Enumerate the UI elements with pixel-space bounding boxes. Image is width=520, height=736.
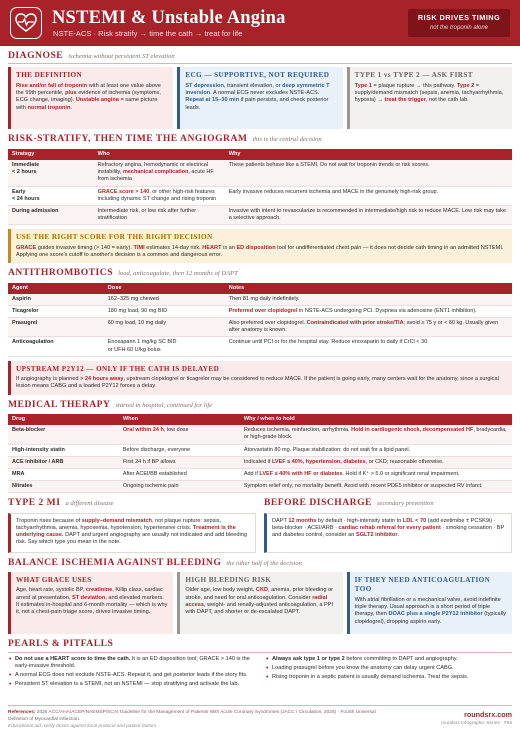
section-subheading: this is the central decision — [252, 136, 322, 144]
disclaimer: Educational aid; verify doses against local protocol and patient factors. — [8, 723, 158, 729]
list-item: • Always ask type 1 or type 2 before committing to DAPT and angiography. — [265, 656, 512, 663]
section-risk — [8, 133, 512, 145]
section-subheading: secondary prevention — [376, 500, 434, 508]
cell-agent: Anticoagulation — [8, 337, 104, 356]
cell-strategy: Immediate < 2 hours — [8, 160, 94, 186]
list-item: • Loading prasugrel before you know the anatomy can delay urgent CABG. — [265, 665, 512, 672]
cell-notes: Preferred over clopidogrel in NSTE-ACS undergoing PCI. Dyspnea via adenosine (ENT1 inhibition). — [225, 305, 512, 317]
cell-why: Early invasive reduces recurrent ischemia and MACE in the genuinely high-risk group. — [225, 186, 512, 205]
column-header: Strategy — [8, 149, 94, 160]
box-text: Type 1 = plaque rupture → this pathway. Type 2 = supply/demand mismatch (sepsis, anemia, tachyarrhythmia, hypoxia) → treat the trigger, not the cath lab. — [354, 82, 504, 104]
cell-why: These patients behave like a STEMI. Do not wait for troponin trends or risk scores. — [225, 160, 512, 186]
site-link[interactable]: roundsrx.com — [464, 710, 512, 720]
ecg-box — [177, 67, 342, 129]
box-title: IF THEY NEED ANTICOAGULATION TOO — [354, 576, 491, 594]
cell-notes: Also preferred over clopidogrel. Contraindicated with prior stroke/TIA; avoid ≥ 75 y or < 60 kg. Usually given after anatomy is known. — [225, 318, 512, 337]
list-item: • Do not use a HEART score to time the cath. It is an ED disposition tool; GRACE > 140 is the early-invasive threshold. — [8, 656, 255, 671]
column-header: Drug — [8, 414, 119, 425]
box-text: With atrial fibrillation or a mechanical valve, avoid indefinite triple therapy. Usual approach is a short period of triple therapy, then DOAC plus a single P2Y12 inhibitor (typically clopidogrel), dropping aspirin early. — [354, 596, 506, 625]
type2-discharge-row — [8, 493, 512, 552]
cell-drug: ACE inhibitor / ARB — [8, 456, 119, 468]
section-discharge — [264, 497, 512, 509]
cell-why: Symptom relief only, no mortality benefit. Avoid with recent PDE5 inhibitor or suspected RV infarct. — [240, 480, 512, 492]
cell-dose: 60 mg load, 10 mg daily — [104, 318, 225, 337]
divider — [8, 63, 512, 64]
header-banner — [0, 0, 520, 46]
footer — [8, 705, 512, 730]
box-title: USE THE RIGHT SCORE FOR THE RIGHT DECISION — [16, 233, 213, 242]
box-text: If angiography is planned > 24 hours away, upstream clopidogrel or ticagrelor may be considered to reduce MACE. If the patient is going early, many centers wait for the anatomy, since a surgical lesion means CABG and a loaded P2Y12 forces a delay. — [16, 376, 499, 390]
box-title: UPSTREAM P2Y12 — ONLY IF THE CATH IS DELAYED — [16, 364, 220, 373]
cell-notes: Continue until PCI or for the hospital stay. Reduce enoxaparin to daily if CrCl < 30. — [225, 337, 512, 356]
box-text: GRACE guides invasive timing (> 140 = early). TIMI estimates 14-day risk. HEART is an ED disposition tool for undifferentiated chest pain — it does not decide cath timing in an admitted NSTEMI. Applying one score's cutoff to another's decision is a common and dangerous error. — [16, 244, 504, 258]
page-title: NSTEMI & Unstable Angina — [52, 8, 286, 28]
cell-strategy: During admission — [8, 205, 94, 224]
table-row — [8, 318, 512, 337]
section-type2 — [8, 497, 256, 509]
table-row — [8, 468, 512, 480]
section-antithrombotics — [8, 267, 512, 279]
anticoagulation-box — [347, 572, 512, 634]
cell-dose: 180 mg load, 90 mg BID — [104, 305, 225, 317]
table-row — [8, 305, 512, 317]
cell-why: Add if LVEF ≤ 40% with HF or diabetes. Hold if K⁺ > 5.0 or significant renal impairment. — [240, 468, 512, 480]
column-header: Notes — [225, 283, 512, 294]
antithrombotics-table — [8, 283, 512, 357]
cell-why: Invasive with intent to revascularize is recommended in intermediate/high risk to reduce MACE. Low risk may take a selective approach. — [225, 205, 512, 224]
section-heading: BALANCE ISCHEMIA AGAINST BLEEDING — [8, 556, 222, 568]
cell-when: Before discharge, everyone — [119, 444, 240, 456]
box-title: HIGH BLEEDING RISK — [185, 576, 272, 585]
references: References: 2025 ACC/AHA/ACEP/NAEMSP/SCAI Guideline for the Management of Patients With Acute Coronary Syndromes (JACC / Circulation, 2025) · Fourth Universal Definition of Myocardial Infarction. — [8, 710, 376, 722]
section-bleeding — [8, 557, 512, 569]
box-title: TYPE 1 vs TYPE 2 — ASK FIRST — [354, 71, 473, 80]
section-diagnose — [8, 50, 512, 62]
table-row — [8, 337, 512, 356]
badge-subtitle: not the troponin alone — [429, 24, 489, 31]
discharge-column — [264, 493, 512, 552]
section-heading: BEFORE DISCHARGE — [264, 497, 372, 509]
table-row — [8, 294, 512, 306]
column-header: Why — [225, 149, 512, 160]
cell-drug: Nitrates — [8, 480, 119, 492]
section-heading: PEARLS & PITFALLS — [8, 638, 114, 650]
section-subheading: started in hospital, continued for life — [115, 401, 213, 409]
section-subheading: the other half of the decision — [226, 559, 302, 567]
table-row — [8, 456, 512, 468]
cell-why: Indicated if LVEF ≤ 40%, hypertension, diabetes, or CKD; reasonable otherwise. — [240, 456, 512, 468]
pearls-right — [265, 656, 512, 691]
pearls-left — [8, 656, 255, 691]
cell-when: Oral within 24 h, low dose — [119, 425, 240, 444]
section-subheading: a different disease — [65, 500, 114, 508]
cell-who: Refractory angina, hemodynamic or electrical instability, mechanical complication, acute HF from ischemia — [94, 160, 225, 186]
cell-agent: Aspirin — [8, 294, 104, 306]
cell-drug: MRA — [8, 468, 119, 480]
section-heading: RISK-STRATIFY, THEN TIME THE ANGIOGRAM — [8, 133, 248, 145]
section-subheading: load, anticoagulate, then 12 months of DAPT — [118, 270, 238, 278]
section-pearls — [8, 638, 512, 650]
cell-who: GRACE score > 140, or other high-risk features including dynamic ST change and rising troponin — [94, 186, 225, 205]
box-text: Older age, low body weight, CKD, anemia, prior bleeding or stroke, and need for oral anticoagulation. Consider radial access, weight- and renally-adjusted anticoagulation, a PPI with DAPT, and shorter or de-escalated DAPT. — [185, 587, 334, 616]
list-item: • Persistent ST elevation is a STEMI, not an NSTEMI — stop stratifying and activate the lab. — [8, 681, 255, 688]
box-title: WHAT GRACE USES — [16, 576, 92, 585]
cell-who: Intermediate risk, or low risk after further stratification — [94, 205, 225, 224]
pearls-list — [8, 656, 512, 691]
table-row — [8, 444, 512, 456]
box-title: THE DEFINITION — [16, 71, 83, 80]
type2-box: Troponin rises because of supply–demand mismatch, not plaque rupture: sepsis, tachyarrhythmia, anemia, hypoxemia, hypotension, hypertensive crisis. Treatment is the underlying cause. DAPT and urgent angiography are usually not indicated and add bleeding risk. Say which type you mean in the note. — [8, 513, 256, 553]
type-box — [347, 67, 512, 129]
page-subtitle: NSTE-ACS · Risk stratify → time the cath → treat for life — [53, 29, 243, 38]
definition-box — [8, 67, 173, 129]
high-bleeding-box — [177, 572, 342, 634]
diagnose-boxes — [8, 67, 512, 129]
cell-when: After ACEI/BB established — [119, 468, 240, 480]
box-text: ST depression, transient elevation, or deep symmetric T inversion. A normal ECG never excludes NSTE-ACS. Repeat at 15–30 min if pain persists, and check posterior leads. — [185, 82, 330, 111]
grace-box — [8, 572, 173, 634]
table-row — [8, 480, 512, 492]
column-header: Agent — [8, 283, 104, 294]
discharge-box: DAPT 12 months by default · high-intensity statin to LDL < 70 (add ezetimibe ± PCSK9i) · beta-blocker · ACEI/ARB · cardiac rehab referral for every patient · smoking cessation · BP and diabetes control, consider an SGLT2 inhibitor. — [264, 513, 512, 553]
section-heading: DIAGNOSE — [8, 50, 64, 61]
section-subheading: ischemia without persistent ST elevation — [68, 53, 175, 60]
section-medical — [8, 399, 512, 411]
column-header: Dose — [104, 283, 225, 294]
series-label: roundsrx Infographic Series · #58 — [441, 720, 512, 726]
cell-why: Reduces ischemia, reinfarction, arrhythmia. Hold in cardiogenic shock, decompensated HF, bradycardia, or high-grade block. — [240, 425, 512, 444]
box-title: ECG — SUPPORTIVE, NOT REQUIRED — [185, 71, 330, 80]
cell-agent: Prasugrel — [8, 318, 104, 337]
section-heading: MEDICAL THERAPY — [8, 398, 111, 410]
divider — [8, 652, 512, 653]
table-header-row — [8, 283, 512, 294]
cell-dose: Enoxaparin 1 mg/kg SC BID or UFH 60 U/kg bolus — [104, 337, 225, 356]
risk-table — [8, 149, 512, 225]
heart-ecg-icon — [10, 7, 42, 39]
box-text: Age, heart rate, systolic BP, creatinine, Killip class, cardiac arrest at presentation, ST deviation, and elevated markers. It estimates in-hospital and 6-month mortality — which is why it, not a chest-pain triage score, drives invasive timing. — [16, 587, 168, 616]
cell-dose: 162–325 mg chewed — [104, 294, 225, 306]
cell-when: First 24 h if BP allows — [119, 456, 240, 468]
section-heading: TYPE 2 MI — [8, 497, 61, 509]
header-badge — [408, 9, 510, 37]
table-header-row — [8, 149, 512, 160]
medical-table — [8, 414, 512, 493]
cell-strategy: Early < 24 hours — [8, 186, 94, 205]
cell-when: Ongoing ischemic pain — [119, 480, 240, 492]
bleeding-boxes — [8, 572, 512, 634]
box-text: Rise and/or fall of troponin with at least one value above the 99th percentile, plus evidence of ischemia (symptoms, ECG change, imaging). Unstable angina = same picture with normal troponin. — [16, 82, 161, 111]
table-row — [8, 205, 512, 224]
list-item: • Rising troponin in a septic patient is usually demand ischemia. Treat the sepsis. — [265, 674, 512, 681]
cell-drug: High-intensity statin — [8, 444, 119, 456]
upstream-callout — [8, 361, 512, 395]
cell-drug: Beta-blocker — [8, 425, 119, 444]
cell-agent: Ticagrelor — [8, 305, 104, 317]
column-header: When — [119, 414, 240, 425]
site-credit — [441, 710, 512, 727]
table-row — [8, 186, 512, 205]
table-row — [8, 160, 512, 186]
column-header: Why / when to hold — [240, 414, 512, 425]
column-header: Who — [94, 149, 225, 160]
score-callout — [8, 229, 512, 263]
table-row — [8, 425, 512, 444]
section-heading: ANTITHROMBOTICS — [8, 267, 114, 279]
type2-column — [8, 493, 256, 552]
cell-notes: Then 81 mg daily indefinitely. — [225, 294, 512, 306]
cell-why: Atorvastatin 80 mg. Plaque stabilization; do not wait for a lipid panel. — [240, 444, 512, 456]
badge-title: RISK DRIVES TIMING — [417, 13, 501, 22]
table-header-row — [8, 414, 512, 425]
list-item: • A normal ECG does not exclude NSTE-ACS. Repeat it, and get posterior leads if the story fits. — [8, 672, 255, 679]
